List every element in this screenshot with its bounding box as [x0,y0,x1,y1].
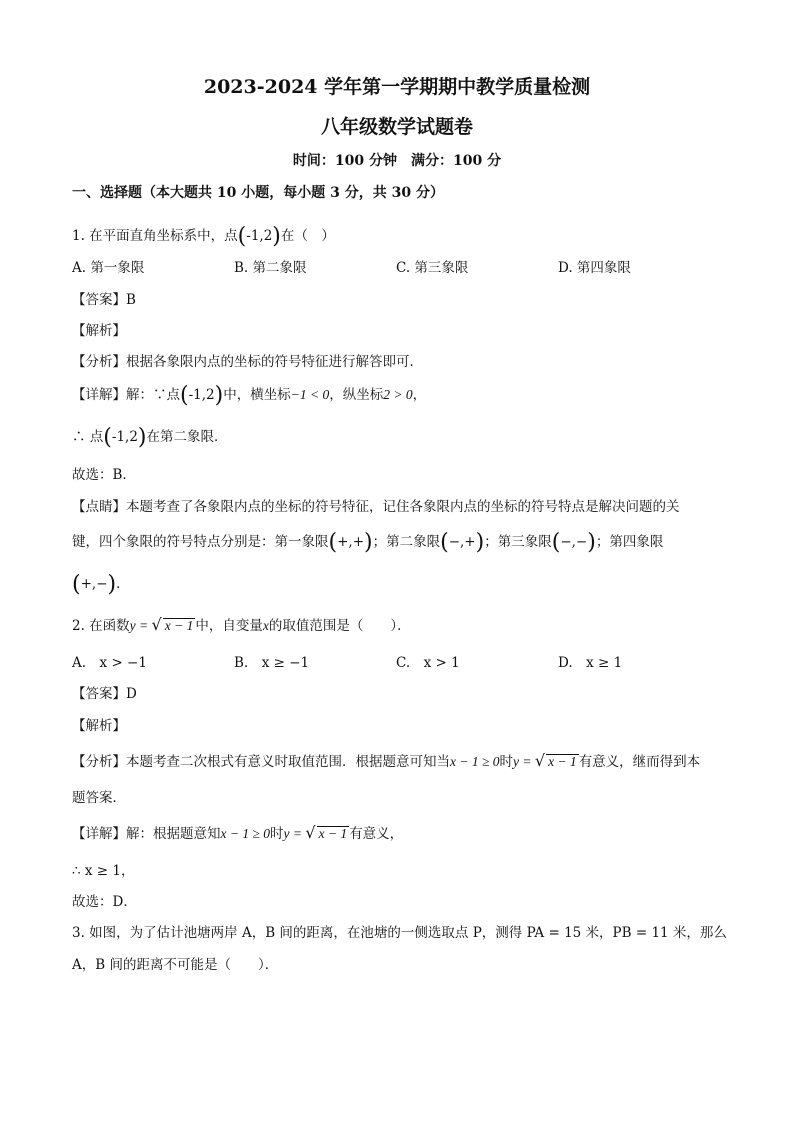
q2-stem: 2. 在函数y = √ x − 1 中，自变量x的取值范围是（ ）． [72,615,411,634]
q1-option-a: A. 第一象限 [72,260,145,276]
q2-fenxi: 【分析】本题考查二次根式有意义时取值范围．根据题意可知当x − 1 ≥ 0时y = √ x − 1 有意义，继而得到本 [72,751,701,770]
q2-radicand: x − 1 [164,618,194,633]
q1-option-d: D. 第四象限 [558,260,631,276]
exam-title: 2023-2024 学年第一学期期中教学质量检测 [203,76,591,98]
exam-meta: 时间：100 分钟 满分：100 分 [292,153,502,169]
q2-options [72,651,722,671]
q1-xiangjie: 【详解】解：∵点(-1,2)中，横坐标−1 < 0，纵坐标2 > 0， [72,383,427,408]
q3-stem-2: A，B 间的距离不可能是（ ）． [72,957,279,973]
q2-option-d: D. x ≥ 1 [558,655,623,671]
q3-stem: 3. 如图，为了估计池塘两岸 A，B 间的距离，在池塘的一侧选取点 P，测得 PA = 15 米，PB = 11 米，那么 [72,925,727,941]
q2-therefore: ∴ x ≥ 1， [72,863,135,879]
q2-option-a: A. x > −1 [72,655,147,671]
q1-point: -1,2 [246,228,273,244]
q1-option-b: B. 第二象限 [234,260,307,276]
q1-options [72,256,722,276]
sqrt-symbol: √ [151,615,162,634]
q1-option-c: C. 第三象限 [396,260,469,276]
q1-answer: 【答案】B [72,292,136,308]
q2-fenxi-2: 题答案． [72,790,126,806]
q2-option-c: C. x > 1 [396,655,460,671]
q1-stem: 1. 在平面直角坐标系中，点(-1,2)在（ ） [72,224,335,249]
q1-fenxi: 【分析】根据各象限内点的坐标的符号特征进行解答即可． [72,354,423,370]
q1-therefore: ∴ 点(-1,2)在第二象限． [72,425,228,450]
q2-option-b: B. x ≥ −1 [234,655,310,671]
q1-dianjing: 【点睛】本题考查了各象限内点的坐标的符号特征，记住各象限内点的坐标的符号特点是解决问题的关 [72,499,680,515]
q2-answer: 【答案】D [72,686,137,702]
q1-analysis-tag: 【解析】 [72,323,126,339]
q2-analysis-tag: 【解析】 [72,718,126,734]
section-heading: 一、选择题（本大题共 10 小题，每小题 3 分，共 30 分） [72,185,444,201]
exam-subtitle: 八年级数学试题卷 [320,116,473,138]
q1-choose: 故选：B． [72,467,136,483]
q1-dianjing-2: 键，四个象限的符号特点分别是：第一象限(+,+)；第二象限(−,+)；第三象限(−,−)；第四象限 [72,530,664,555]
q1-dianjing-3: (+,−)． [72,572,130,597]
q2-xiangjie: 【详解】解：根据题意知x − 1 ≥ 0时y = √ x − 1 有意义， [72,823,404,842]
q2-choose: 故选：D． [72,894,137,910]
